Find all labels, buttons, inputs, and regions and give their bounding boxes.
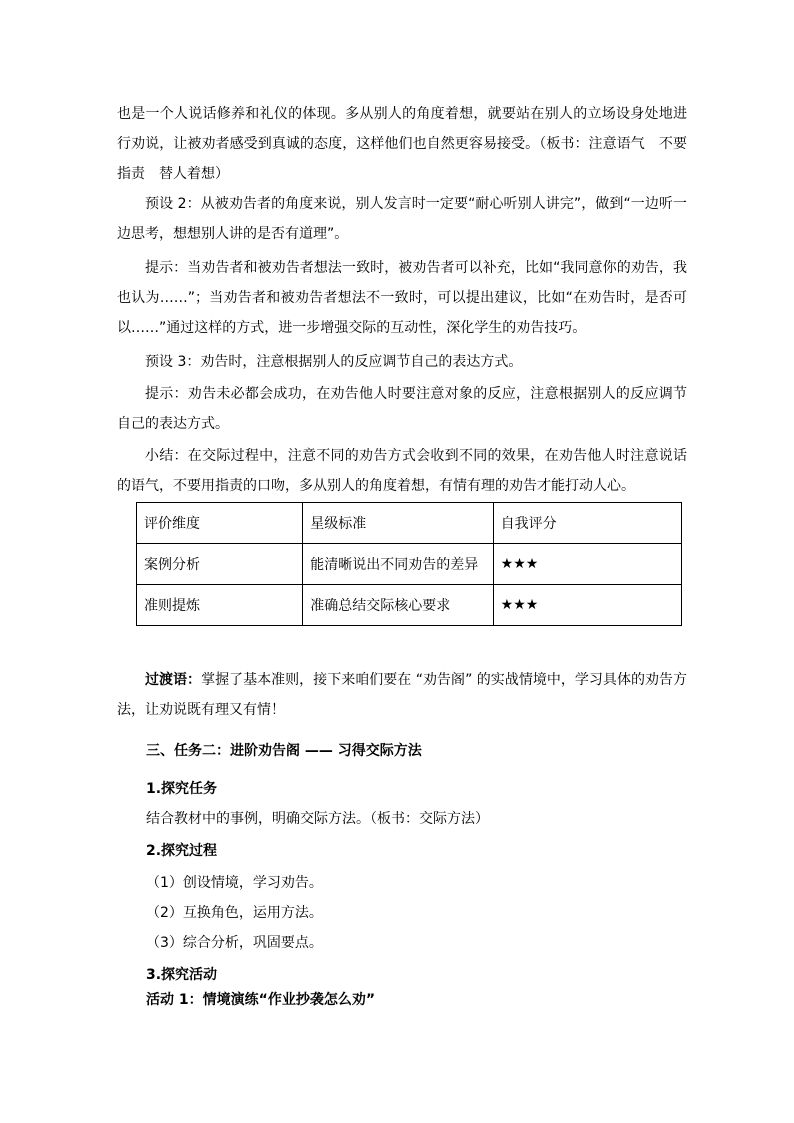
star-rating: ★★★ bbox=[493, 585, 681, 626]
table-cell: 准确总结交际核心要求 bbox=[303, 585, 493, 626]
paragraph-hint-1: 提示：当劝告者和被劝告者想法一致时，被劝告者可以补充，比如“我同意你的劝告，我也认为……”；当劝告者和被劝告者想法不一致时，可以提出建议，比如“在劝告时，是否可以……”通过这样的方式，进一步增强交际的互动性，深化学生的劝告技巧。 bbox=[117, 260, 687, 336]
subheading-activity: 3.探究活动 bbox=[146, 967, 218, 983]
table-header-cell: 自我评分 bbox=[493, 503, 681, 544]
table-header-cell: 评价维度 bbox=[137, 503, 303, 544]
subheading-task: 1.探究任务 bbox=[146, 781, 218, 797]
process-step: （1）创设情境，学习劝告。 bbox=[146, 875, 323, 891]
paragraph-summary: 小结：在交际过程中，注意不同的劝告方式会收到不同的效果，在劝告他人时注意说话的语气，不要用指责的口吻，多从别人的角度着想，有情有理的劝告才能打动人心。 bbox=[117, 448, 687, 494]
transition-text: 掌握了基本准则，接下来咱们要在 “劝告阁” 的实战情境中，学习具体的劝告方法，让劝说既有理又有情！ bbox=[117, 672, 687, 718]
task-text: 结合教材中的事例，明确交际方法。（板书：交际方法） bbox=[146, 811, 489, 827]
paragraph-etiquette: 也是一个人说话修养和礼仪的体现。多从别人的角度着想，就要站在别人的立场设身处地进行劝说，让被劝者感受到真诚的态度，这样他们也自然更容易接受。（板书：注意语气 不要指责 替人着想） bbox=[117, 106, 687, 182]
table-cell: 能清晰说出不同劝告的差异 bbox=[303, 544, 493, 585]
evaluation-table bbox=[136, 502, 682, 626]
section-heading: 三、任务二：进阶劝告阁 —— 习得交际方法 bbox=[146, 743, 422, 759]
paragraph-preset-3: 预设 3：劝告时，注意根据别人的反应调节自己的表达方式。 bbox=[145, 354, 523, 370]
table-row bbox=[137, 544, 682, 585]
process-step: （3）综合分析，巩固要点。 bbox=[146, 935, 323, 951]
table-header-cell: 星级标准 bbox=[303, 503, 493, 544]
star-rating: ★★★ bbox=[493, 544, 681, 585]
table-cell: 案例分析 bbox=[137, 544, 303, 585]
activity-title: 活动 1：情境演练“作业抄袭怎么劝” bbox=[146, 992, 376, 1008]
subheading-process: 2.探究过程 bbox=[146, 843, 218, 859]
transition-label: 过渡语： bbox=[145, 672, 202, 688]
table-header-row bbox=[137, 503, 682, 544]
table-row bbox=[137, 585, 682, 626]
process-step: （2）互换角色，运用方法。 bbox=[146, 905, 323, 921]
transition-paragraph bbox=[117, 665, 687, 725]
paragraph-preset-2: 预设 2：从被劝告者的角度来说，别人发言时一定要“耐心听别人讲完”，做到“一边听一边思考，想想别人讲的是否有道理”。 bbox=[117, 196, 687, 242]
paragraph-hint-2: 提示：劝告未必都会成功，在劝告他人时要注意对象的反应，注意根据别人的反应调节自己的表达方式。 bbox=[117, 386, 687, 432]
table-cell: 准则提炼 bbox=[137, 585, 303, 626]
